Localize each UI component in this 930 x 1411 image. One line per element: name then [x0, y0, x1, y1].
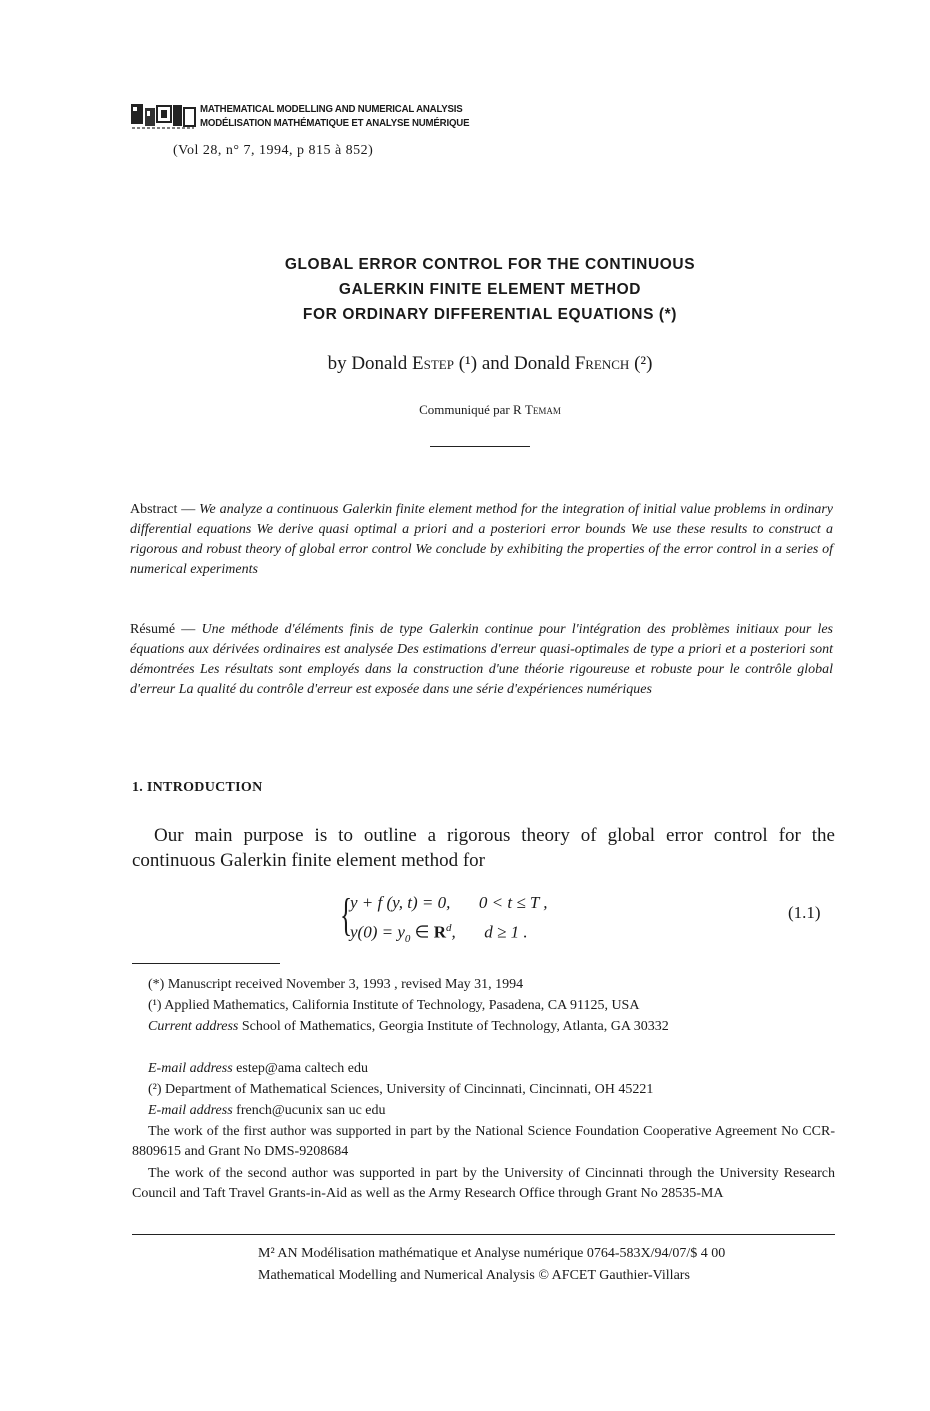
email-label-1: E-mail address: [148, 1061, 233, 1076]
abstract-label: Abstract —: [130, 502, 196, 517]
abstract-text: We analyze a continuous Galerkin finite element method for the integration of initial value problems in ordinary differential equations We derive quasi optimal a priori and a posteriori error bounds We use these results to construct a rigorous and robust theory of global error control We conclude by exhibiting the properties of the error control in a series of numerical experiments: [130, 502, 834, 577]
equation-row-1-lhs: y + f (y, t) = 0,: [350, 893, 451, 912]
by-text: by Donald: [327, 353, 408, 374]
footnote-email-2: [148, 1101, 386, 1121]
bottom-rule: [132, 1234, 835, 1235]
footnote-received: (*) Manuscript received November 3, 1993 , revised May 31, 1994: [148, 977, 524, 992]
equation-row-2: [350, 915, 528, 952]
footnote-current-address: [132, 1017, 835, 1037]
communicated-prefix: Communiqué par R: [419, 402, 522, 417]
equation-row-2-lhs: y(0) = y: [350, 922, 405, 942]
footnote-rule: [132, 963, 280, 964]
author-2: French: [574, 353, 630, 374]
bottom-line-1: M² AN Modélisation mathématique et Analyse numérique 0764-583X/94/07/$ 4 00: [258, 1246, 726, 1261]
equation-number: (1.1): [788, 903, 821, 922]
section-heading: 1. INTRODUCTION: [132, 780, 263, 795]
title-line-3: FOR ORDINARY DIFFERENTIAL EQUATIONS (*): [302, 306, 678, 323]
footnote-support-2: The work of the second author was supported in part by the University of Cincinnati through the University Research Council and Taft Travel Grants-in-Aid as well as the Army Research Office through Grant No 28535-MA: [132, 1166, 835, 1201]
and-text: and Donald: [481, 353, 570, 374]
journal-header: [130, 100, 550, 134]
abstract: [130, 500, 833, 580]
footnote-affiliation-2: (²) Department of Mathematical Sciences, University of Cincinnati, Cincinnati, OH 45221: [148, 1082, 654, 1097]
communicated-by: [140, 402, 840, 418]
current-address-text: School of Mathematics, Georgia Institute of Technology, Atlanta, GA 30332: [241, 1019, 669, 1034]
current-address-label: Current address: [148, 1019, 239, 1034]
title-divider: [430, 446, 530, 447]
journal-logo-icon: [130, 102, 196, 132]
journal-name-en: MATHEMATICAL MODELLING AND NUMERICAL ANALYSIS: [200, 103, 463, 115]
equation-row-2-R: R: [433, 922, 446, 942]
equation-row-2-sub: 0: [404, 933, 411, 946]
equation-row-2-rhs: d ≥ 1 .: [484, 922, 528, 942]
resume-text: Une méthode d'éléments finis de type Galerkin continue pour l'intégration des problèmes initiaux pour les équations aux dérivées ordinaires est analysée Des estimations d'erreur quasi-optimales de type a priori et a posteriori sont démontrées Les résultats sont employés dans la construction d'une théorie rigoureuse et robuste pour le contrôle global d'erreur La qualité du contrôle d'erreur est exposée dans une série d'expériences numériques: [130, 622, 833, 697]
resume-label: Résumé —: [130, 622, 196, 637]
footnote-affiliation-1: (¹) Applied Mathematics, California Institute of Technology, Pasadena, CA 91125, USA: [148, 998, 640, 1013]
equation-row-2-in: ∈: [410, 922, 434, 942]
footnote-support-1: The work of the first author was supported in part by the National Science Foundation Cooperative Agreement No CCR-8809615 and Grant No DMS-9208684: [132, 1124, 835, 1159]
author-2-footnote-ref: (²): [634, 353, 653, 374]
resume: [130, 620, 833, 700]
bottom-line-2: Mathematical Modelling and Numerical Analysis © AFCET Gauthier-Villars: [258, 1268, 690, 1283]
communicated-name: Temam: [524, 402, 561, 417]
left-brace-icon: {: [340, 889, 353, 940]
intro-paragraph: Our main purpose is to outline a rigorous theory of global error control for the continuous Galerkin finite element method for: [132, 825, 835, 871]
email-2: french@ucunix san uc edu: [236, 1103, 386, 1118]
email-label-2: E-mail address: [148, 1103, 233, 1118]
equation-row-2-sup: d: [445, 922, 452, 934]
equation-row-1: [350, 890, 548, 916]
journal-name-fr: MODÉLISATION MATHÉMATIQUE ET ANALYSE NUMÉRIQUE: [200, 117, 470, 129]
author-1-footnote-ref: (¹): [458, 353, 478, 374]
equation-row-2-comma: ,: [451, 922, 456, 942]
title-line-2: GALERKIN FINITE ELEMENT METHOD: [338, 281, 642, 298]
email-1: estep@ama caltech edu: [236, 1061, 368, 1076]
volume-info: (Vol 28, n° 7, 1994, p 815 à 852): [173, 143, 374, 158]
footnote-email-1: [148, 1059, 368, 1079]
authors-line: [140, 353, 840, 375]
equation-row-1-rhs: 0 < t ≤ T ,: [478, 893, 548, 912]
title-line-1: GLOBAL ERROR CONTROL FOR THE CONTINUOUS: [284, 256, 696, 273]
author-1: Estep: [412, 353, 454, 374]
